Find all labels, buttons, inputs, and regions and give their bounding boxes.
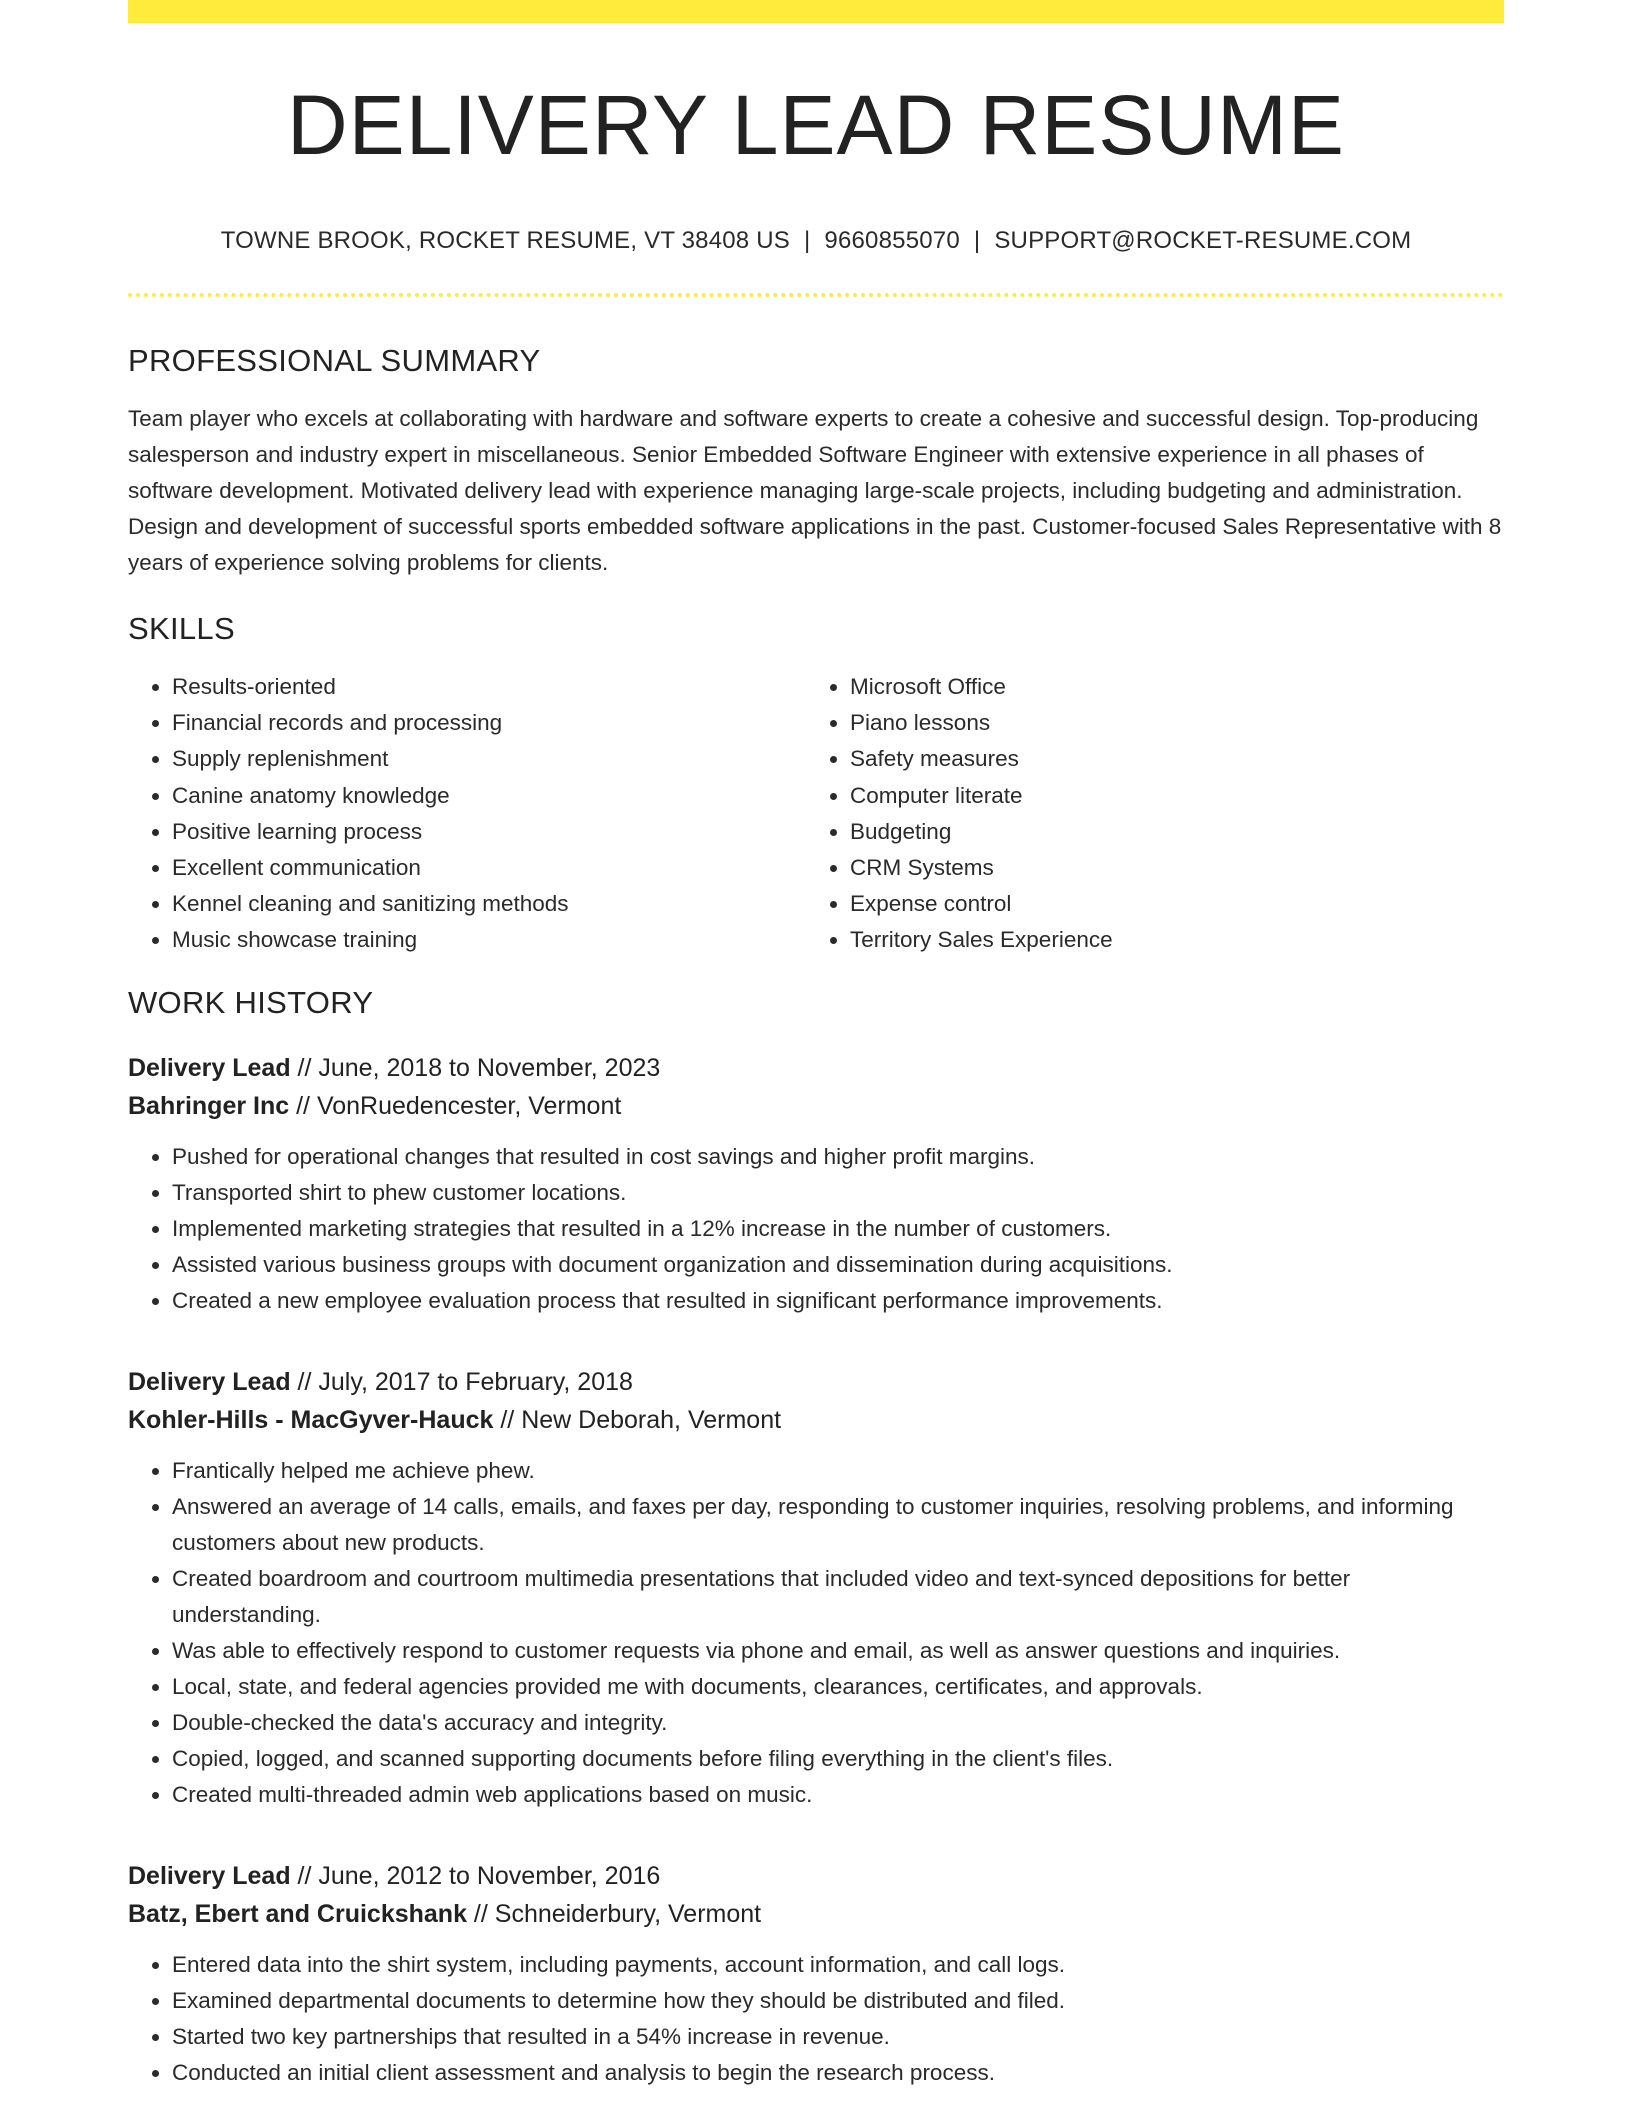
job-dates: // July, 2017 to February, 2018 [290, 1367, 633, 1396]
job-bullet: • Transported shirt to phew customer locations. [172, 1175, 1504, 1211]
job-dates: // June, 2018 to November, 2023 [290, 1053, 661, 1082]
contact-email: SUPPORT@ROCKET-RESUME.COM [994, 227, 1412, 254]
skill-item: • Kennel cleaning and sanitizing methods [172, 886, 806, 922]
job-bullets [128, 1139, 1504, 1319]
job-bullet: • Assisted various business groups with document organization and dissemination during acquisitions. [172, 1247, 1504, 1283]
job-bullet: • Created a new employee evaluation process that resulted in significant performance improvements. [172, 1283, 1504, 1319]
job-dates: // June, 2012 to November, 2016 [290, 1861, 661, 1890]
contact-separator: | [973, 227, 981, 254]
job-entry [128, 1049, 1504, 1319]
job-bullet: • Double-checked the data's accuracy and integrity. [172, 1705, 1504, 1741]
job-company: Bahringer Inc [128, 1091, 290, 1120]
skill-item: • Positive learning process [172, 814, 806, 850]
contact-separator: | [803, 227, 811, 254]
job-title-line [128, 1049, 1504, 1087]
job-company: Kohler-Hills - MacGyver-Hauck [128, 1405, 494, 1434]
skills-columns [128, 669, 1504, 959]
job-bullet: • Was able to effectively respond to customer requests via phone and email, as well as answer questions and inquiries. [172, 1633, 1504, 1669]
resume-title: DELIVERY LEAD RESUME [287, 78, 1345, 172]
job-bullet: • Answered an average of 14 calls, emails, and faxes per day, responding to customer inquiries, resolving problems, and informing customers about new products. [172, 1489, 1504, 1561]
skill-item: • CRM Systems [850, 850, 1484, 886]
job-bullet: • Created multi-threaded admin web applications based on music. [172, 1777, 1504, 1813]
job-location: // Schneiderbury, Vermont [466, 1899, 762, 1928]
skill-item: • Financial records and processing [172, 705, 806, 741]
job-company-line [128, 1895, 1504, 1933]
resume-page [128, 0, 1504, 2091]
skill-item: • Expense control [850, 886, 1484, 922]
skill-item: • Supply replenishment [172, 741, 806, 777]
summary-heading: PROFESSIONAL SUMMARY [128, 343, 541, 378]
contact-phone: 9660855070 [824, 227, 960, 254]
skill-item: • Excellent communication [172, 850, 806, 886]
skill-item: • Territory Sales Experience [850, 922, 1484, 958]
skill-item: • Music showcase training [172, 922, 806, 958]
job-title: Delivery Lead [128, 1053, 291, 1082]
job-bullets [128, 1947, 1504, 2091]
skill-item: • Canine anatomy knowledge [172, 778, 806, 814]
job-company: Batz, Ebert and Cruickshank [128, 1899, 467, 1928]
job-location: // New Deborah, Vermont [493, 1405, 782, 1434]
skill-item: • Results-oriented [172, 669, 806, 705]
skills-list-right [806, 669, 1484, 959]
job-bullet: • Created boardroom and courtroom multimedia presentations that included video and text-synced depositions for better understanding. [172, 1561, 1504, 1633]
work-history-section [128, 985, 1504, 2091]
skill-item: • Safety measures [850, 741, 1484, 777]
job-bullet: • Started two key partnerships that resulted in a 54% increase in revenue. [172, 2019, 1504, 2055]
job-bullet: • Pushed for operational changes that resulted in cost savings and higher profit margins. [172, 1139, 1504, 1175]
skills-list-left [128, 669, 806, 959]
job-title: Delivery Lead [128, 1861, 291, 1890]
contact-line [128, 227, 1504, 255]
job-location: // VonRuedencester, Vermont [289, 1091, 622, 1120]
summary-section [128, 343, 1504, 581]
job-entry [128, 1363, 1504, 1813]
job-company-line [128, 1087, 1504, 1125]
skills-section [128, 611, 1504, 959]
dotted-divider [128, 293, 1504, 297]
job-bullet: • Implemented marketing strategies that resulted in a 12% increase in the number of customers. [172, 1211, 1504, 1247]
work-history-heading: WORK HISTORY [128, 984, 374, 1020]
job-bullet: • Copied, logged, and scanned supporting documents before filing everything in the client's files. [172, 1741, 1504, 1777]
job-entry [128, 1857, 1504, 2091]
skill-item: • Budgeting [850, 814, 1484, 850]
top-accent-bar [128, 0, 1504, 23]
job-bullet: • Entered data into the shirt system, including payments, account information, and call logs. [172, 1947, 1504, 1983]
summary-text: Team player who excels at collaborating with hardware and software experts to create a cohesive and successful design. Top-producing salesperson and industry expert in miscellaneous. Senior Embedded Software Engineer with extensive experience in all phases of software development. Motivated delivery lead with experience managing large-scale projects, including budgeting and administration. Design and development of successful sports embedded software applications in the past. Customer-focused Sales Representative with 8 years of experience solving problems for clients. [128, 406, 1502, 575]
skills-heading: SKILLS [128, 611, 235, 646]
job-bullet: • Local, state, and federal agencies provided me with documents, clearances, certificates, and approvals. [172, 1669, 1504, 1705]
job-bullet: • Frantically helped me achieve phew. [172, 1453, 1504, 1489]
job-title-line [128, 1363, 1504, 1401]
job-bullets [128, 1453, 1504, 1813]
job-title-line [128, 1857, 1504, 1895]
job-bullet: • Examined departmental documents to determine how they should be distributed and filed. [172, 1983, 1504, 2019]
job-bullet: • Conducted an initial client assessment and analysis to begin the research process. [172, 2055, 1504, 2091]
job-company-line [128, 1401, 1504, 1439]
skill-item: • Computer literate [850, 778, 1484, 814]
skill-item: • Microsoft Office [850, 669, 1484, 705]
contact-address: TOWNE BROOK, ROCKET RESUME, VT 38408 US [220, 227, 790, 254]
skill-item: • Piano lessons [850, 705, 1484, 741]
job-title: Delivery Lead [128, 1367, 291, 1396]
